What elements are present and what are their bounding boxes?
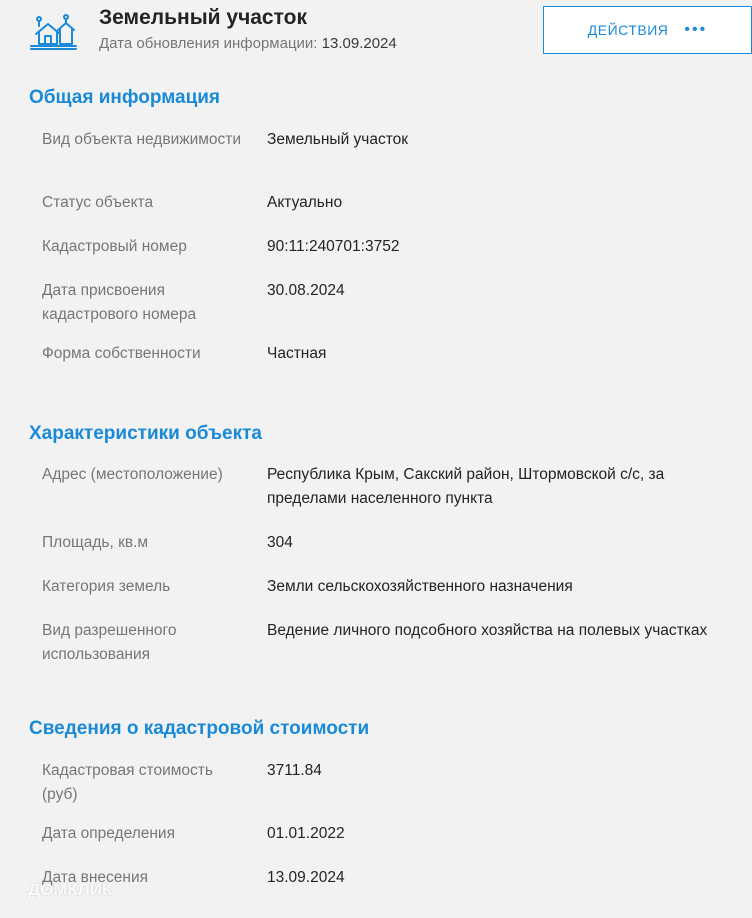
actions-button-label: ДЕЙСТВИЯ [587,22,669,38]
section-title-general: Общая информация [29,87,221,108]
row-value: Частная [267,345,327,362]
row-value: 30.08.2024 [267,282,345,299]
row-value: 90:11:240701:3752 [267,238,400,255]
row-label: Дата внесения [42,869,149,886]
row-label: Форма собственности [42,345,201,362]
row-value: 3711.84 [267,762,322,779]
row-label: Кадастровая стоимость (руб) [42,762,213,803]
row-value: 13.09.2024 [267,869,345,886]
watermark: ДОМКЛИК [28,880,113,899]
row-label: Вид объекта недвижимости [42,131,242,148]
row-label: Кадастровый номер [42,238,187,255]
row-label: Статус объекта [42,194,154,211]
section-title-cadastral-value: Сведения о кадастровой стоимости [29,718,370,739]
row-value: 01.01.2022 [267,825,345,842]
row-label: Вид разрешенного использования [42,622,177,663]
actions-button[interactable] [543,6,752,54]
house-icon [28,14,78,50]
update-label: Дата обновления информации: [99,35,318,52]
update-info [99,35,397,52]
row-label: Категория земель [42,578,171,595]
page-title: Земельный участок [99,6,307,29]
row-label: Дата определения [42,825,175,842]
row-label: Дата присвоения кадастрового номера [42,282,197,323]
row-value: Ведение личного подсобного хозяйства на полевых участках [267,622,708,639]
section-title-characteristics: Характеристики объекта [29,423,262,444]
row-value: Земельный участок [267,131,409,148]
row-value: Земли сельскохозяйственного назначения [267,578,573,595]
row-label: Адрес (местоположение) [42,466,223,483]
header [0,0,752,70]
row-value: Республика Крым, Сакский район, Штормовской с/с, за пределами населенного пункта [267,466,665,507]
update-date: 13.09.2024 [321,35,397,52]
dots-icon: ••• [684,21,708,38]
row-label: Площадь, кв.м [42,534,149,551]
row-value: Актуально [267,194,343,211]
row-value: 304 [267,534,293,551]
